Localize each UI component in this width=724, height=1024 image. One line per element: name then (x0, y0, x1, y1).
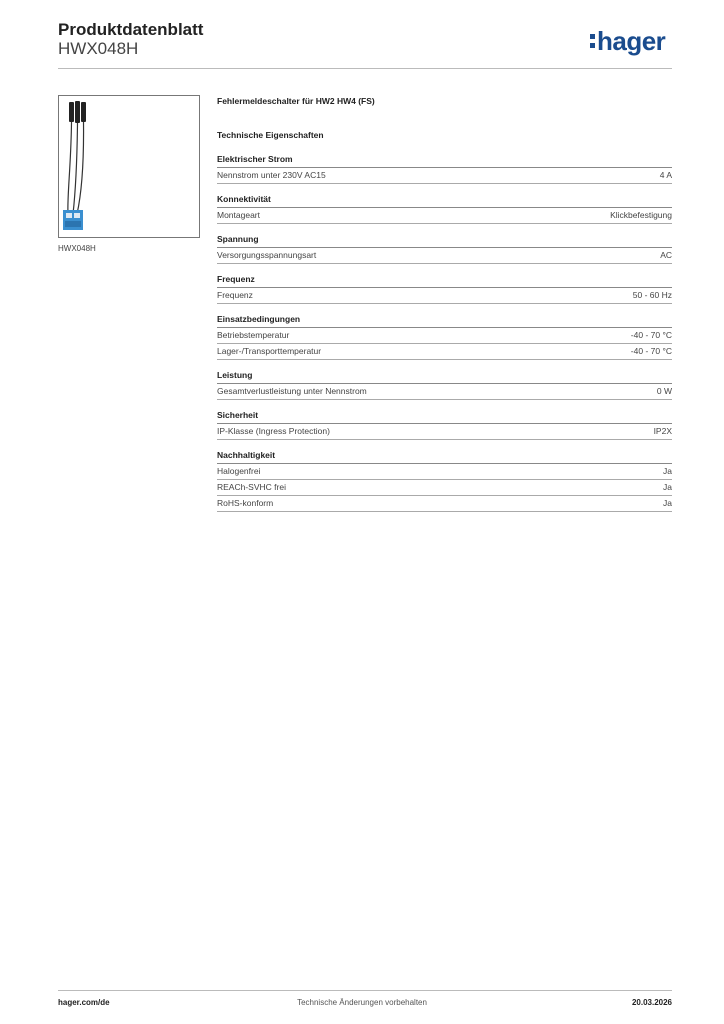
spec-row (217, 464, 672, 480)
spec-row (217, 248, 672, 264)
spec-label: Montageart (217, 210, 260, 220)
spec-row (217, 480, 672, 496)
hager-logo (590, 26, 665, 57)
group-title: Einsatzbedingungen (217, 314, 672, 328)
group-title: Leistung (217, 370, 672, 384)
group-einsatzbedingungen (217, 314, 672, 360)
group-elektrischer-strom (217, 154, 672, 184)
section-heading: Technische Eigenschaften (217, 130, 324, 140)
spec-value: -40 - 70 °C (630, 346, 672, 356)
spec-row (217, 208, 672, 224)
group-title: Sicherheit (217, 410, 672, 424)
product-code: HWX048H (58, 39, 139, 58)
group-title: Nachhaltigkeit (217, 450, 672, 464)
logo-dots-icon (590, 26, 595, 52)
spec-row (217, 384, 672, 400)
spec-row (217, 344, 672, 360)
spec-row (217, 424, 672, 440)
image-caption: HWX048H (58, 244, 96, 253)
spec-label: REACh-SVHC frei (217, 482, 286, 492)
spec-label: Frequenz (217, 290, 253, 300)
group-frequenz (217, 274, 672, 304)
spec-value: -40 - 70 °C (630, 330, 672, 340)
switch-with-cables-illustration (59, 96, 199, 237)
spec-label: IP-Klasse (Ingress Protection) (217, 426, 330, 436)
group-sicherheit (217, 410, 672, 440)
product-title: Fehlermeldeschalter für HW2 HW4 (FS) (217, 96, 375, 106)
product-image (58, 95, 200, 238)
spec-label: RoHS-konform (217, 498, 274, 508)
spec-value: Klickbefestigung (610, 210, 672, 220)
footer-disclaimer: Technische Änderungen vorbehalten (297, 998, 427, 1007)
spec-label: Versorgungsspannungsart (217, 250, 317, 260)
group-konnektivitaet (217, 194, 672, 224)
footer-date: 20.03.2026 (631, 998, 672, 1007)
footer-divider (58, 990, 672, 991)
group-title: Spannung (217, 234, 672, 248)
logo-text: hager (597, 26, 666, 56)
group-spannung (217, 234, 672, 264)
spec-label: Lager-/Transporttemperatur (217, 346, 322, 356)
group-nachhaltigkeit (217, 450, 672, 512)
spec-label: Betriebstemperatur (217, 330, 290, 340)
spec-row (217, 168, 672, 184)
spec-row (217, 496, 672, 512)
spec-row (217, 288, 672, 304)
spec-label: Gesamtverlustleistung unter Nennstrom (217, 386, 367, 396)
group-title: Elektrischer Strom (217, 154, 672, 168)
footer-website-link[interactable]: hager.com/de (58, 998, 110, 1007)
spec-label: Halogenfrei (217, 466, 261, 476)
spec-value: 0 W (656, 386, 672, 396)
spec-row (217, 328, 672, 344)
header-divider (58, 68, 672, 69)
page-title: Produktdatenblatt (58, 20, 204, 39)
spec-value: Ja (663, 482, 672, 492)
spec-value: AC (660, 250, 672, 260)
spec-value: 4 A (659, 170, 672, 180)
group-leistung (217, 370, 672, 400)
specification-content (217, 96, 672, 522)
spec-label: Nennstrom unter 230V AC15 (217, 170, 326, 180)
spec-value: 50 - 60 Hz (632, 290, 672, 300)
group-title: Konnektivität (217, 194, 672, 208)
group-title: Frequenz (217, 274, 672, 288)
spec-value: Ja (663, 466, 672, 476)
spec-value: Ja (663, 498, 672, 508)
spec-value: IP2X (653, 426, 672, 436)
